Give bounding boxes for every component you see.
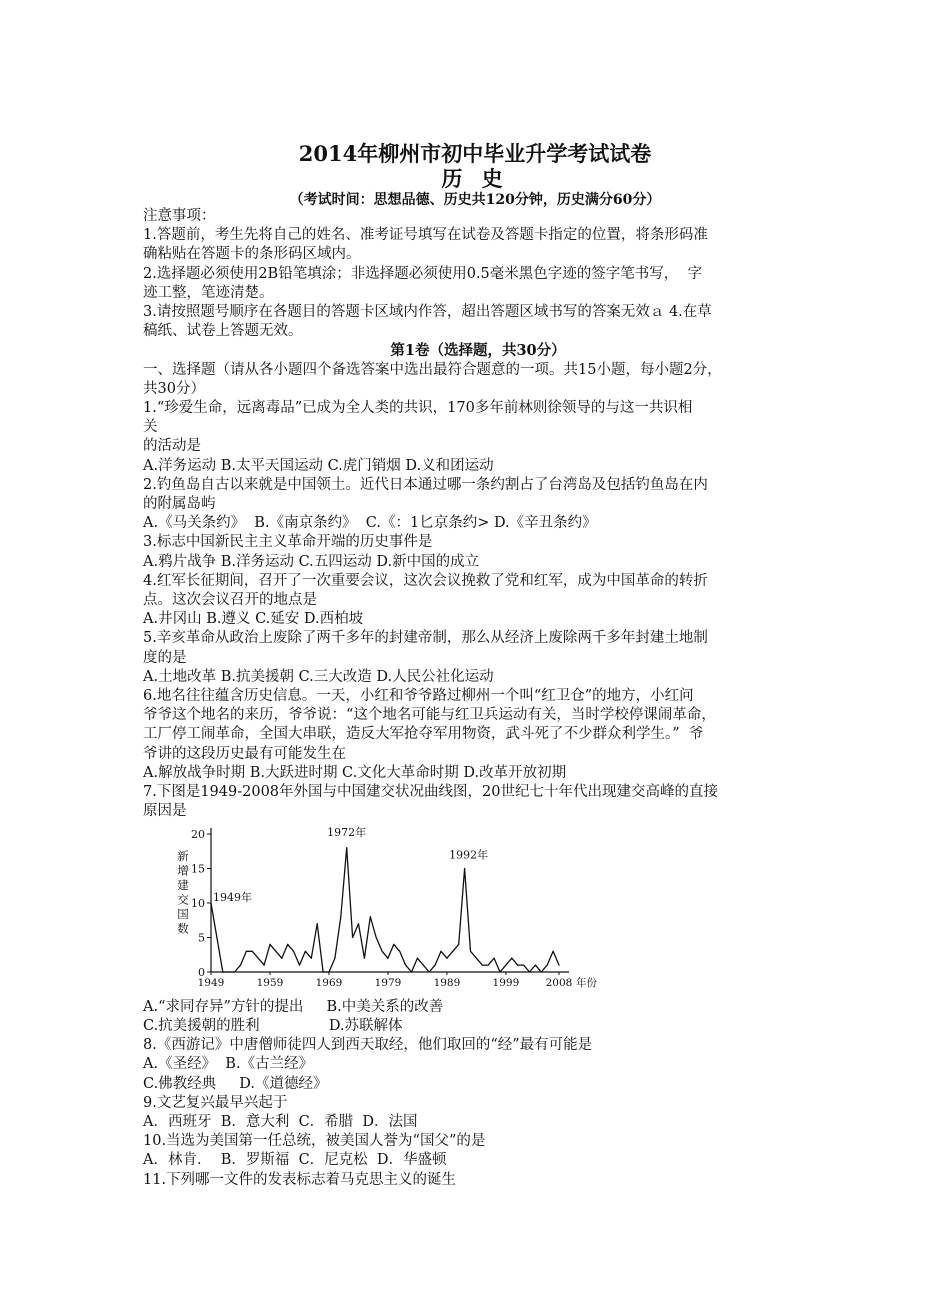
data-point [511,957,512,958]
questions-part-a [143,399,813,821]
data-point [381,950,382,951]
question-line: 工厂停工闹革命，全国大串联，造反大军抢夺军用物资，武斗死了不少群众利学生。” 爷 [143,726,704,743]
data-point [494,957,495,958]
notice-line: 1.答题前，考生先将自己的姓名、准考证号填写在试卷及答题卡指定的位置，将条形码准 [143,227,708,244]
data-point [547,964,548,965]
data-point [499,971,500,972]
question-line: 2.钓鱼岛自古以来就是中国领土。近代日本通过哪一条约割占了台湾岛及包括钓鱼岛在内 [143,476,708,493]
question-line: A.解放战争时期 B.大跃进时期 C.文化大革命时期 D.改革开放初期 [143,764,567,781]
data-point [346,847,347,848]
question-line: A.《马关条约》 B.《南京条约》 C.《：1匕京条约> D.《辛丑条约》 [143,515,597,532]
data-point [488,964,489,965]
question-line: 11.下列哪一文件的发表标志着马克思主义的诞生 [143,1171,457,1188]
data-point [523,964,524,965]
data-point [340,916,341,917]
question-line: 爷讲的这段历史最有可能发生在 [143,745,346,762]
chart-annotation: 1949年 [213,890,252,904]
question-line: 的活动是 [143,438,201,455]
exam-title: 2014年柳州市初中毕业升学考试试卷 [298,141,652,166]
data-point [234,971,235,972]
x-tick-label: 1999 [492,976,520,989]
y-tick-label: 0 [198,965,205,979]
y-tick-label: 5 [198,931,205,944]
data-point [417,957,418,958]
data-point [505,964,506,965]
data-point [240,964,241,965]
data-point [299,964,300,965]
data-point [482,964,483,965]
question-line: A.洋务运动 B.太平天国运动 C.虎门销烟 D.义和团运动 [143,457,494,474]
data-point [553,950,554,951]
x-tick-label: 1949 [197,976,225,989]
data-point [281,957,282,958]
data-point [258,957,259,958]
chart-annotation: 1992年 [449,848,489,861]
section-title: 第1卷（选择题，共30分） [390,342,566,360]
question-line: A.《圣经》 B.《古兰经》 [143,1056,314,1073]
data-point [535,964,536,965]
notice-line: 稿纸、试卷上答题无效。 [143,323,303,340]
data-point [287,943,288,944]
data-point [311,957,312,958]
data-point [464,867,465,868]
question-line: 原因是 [143,803,187,820]
data-point [476,957,477,958]
data-point [440,950,441,951]
data-point [387,957,388,958]
x-tick-label: 1959 [256,976,284,989]
data-point [446,957,447,958]
data-point [458,943,459,944]
subject-title: 历 史 [441,166,509,191]
question-line: 1.“珍爱生命，远离毒品”已成为全人类的共识，170多年前林则徐领导的与这一共识相 [143,400,693,417]
data-point [293,950,294,951]
question-line: A.土地改革 B.抗美援朝 C.三大改造 D.人民公社化运动 [143,668,494,685]
x-tick-label: 1979 [374,976,402,989]
data-point [322,971,323,972]
data-point [423,964,424,965]
section-intro: 一、选择题（请从各小题四个备选答案中选出最符合题意的一项。共15小题，每小题2分， [143,361,722,378]
data-point [452,950,453,951]
data-point [364,957,365,958]
question-line: A.鸦片战争 B.洋务运动 C.五四运动 D.新中国的成立 [143,553,480,570]
question-line: 10.当选为美国第一任总统，被美国人誉为“国父”的是 [143,1133,486,1150]
data-point [210,902,211,903]
question-line: A．林肯． B．罗斯福 C．尼克松 D．华盛顿 [143,1152,447,1169]
data-point [305,950,306,951]
question-line: 8.《西游记》中唐僧师徒四人到西天取经，他们取回的“经”最有可能是 [143,1037,593,1054]
data-point [263,964,264,965]
notice-line: 3.请按照题号顺序在各题目的答题卡区域内作答，超出答题区域书写的答案无效ａ 4.在草 [143,304,712,321]
questions-part-b [143,998,813,1190]
data-point [429,971,430,972]
y-tick-label: 10 [191,896,205,910]
data-point [529,971,530,972]
question-line: 度的是 [143,649,187,666]
data-point [370,916,371,917]
data-point [275,950,276,951]
question-line: 9.文艺复兴最早兴起于 [143,1094,288,1111]
data-point [246,950,247,951]
data-point [216,936,217,937]
data-point [269,943,270,944]
data-point [405,964,406,965]
y-axis-label: 新增建交国数 [176,849,190,937]
question-line: A.井冈山 B.遵义 C.延安 D.西柏坡 [143,611,364,628]
data-point [376,936,377,937]
data-point [222,971,223,972]
question-line: 的附属岛屿 [143,496,216,513]
notice-line: 确粘贴在答题卡的条形码区域内。 [143,246,361,263]
chart-annotation: 1972年 [327,825,367,839]
question-line: 5.辛亥革命从政治上废除了两千多年的封建帝制，那么从经济上废除两千多年封建土地制 [143,630,708,647]
question-line: 3.标志中国新民主主义革命开端的历史事件是 [143,534,433,551]
x-unit-label: 年份 [576,976,597,989]
notice-line: 迹工整，笔迹清楚。 [143,284,274,301]
data-point [558,964,559,965]
section-intro: 共30分） [143,380,205,397]
notice-line: 2.选择题必须使用2B铅笔填涂；非选择题必须使用0.5毫米黑色字迹的签字笔书写， 字 [143,265,702,282]
y-tick-label: 20 [191,827,205,841]
question-line: 7.下图是1949-2008年外国与中国建交状况曲线图，20世纪七十年代出现建交高峰的直接 [143,784,718,801]
diplomatic-relations-chart [167,824,607,992]
data-series-line [211,847,559,971]
question-line: 关 [143,419,158,436]
data-point [399,950,400,951]
question-line: 点。这次会议召开的地点是 [143,592,317,609]
exam-info: （考试时间：思想品德、历史共120分钟，历史满分60分） [289,192,661,208]
question-line: C.佛教经典 D.《道德经》 [143,1075,328,1092]
x-tick-label: 2008 [545,976,573,989]
exam-body [143,207,813,1190]
question-line: A.“求同存异”方针的提出 B.中美关系的改善 [143,998,444,1015]
data-point [541,971,542,972]
data-point [352,936,353,937]
y-tick-label: 15 [191,862,205,875]
data-point [358,923,359,924]
data-point [393,943,394,944]
data-point [517,964,518,965]
x-tick-label: 1989 [433,976,461,989]
question-line: 4.红军长征期间，召开了一次重要会议，这次会议挽救了党和红军，成为中国革命的转折 [143,572,708,589]
data-point [411,971,412,972]
data-point [252,950,253,951]
question-line: 6.地名往往蕴含历史信息。一天，小红和爷爷路过柳州一个叫“红卫仓”的地方，小红问 [143,688,694,705]
data-point [470,950,471,951]
data-point [435,964,436,965]
notice-heading: 注意事项： [143,208,216,224]
data-point [228,971,229,972]
data-point [317,923,318,924]
x-tick-label: 1969 [315,976,343,989]
question-line: 爷爷这个地名的来历，爷爷说：“这个地名可能与红卫兵运动有关，当时学校停课闹革命， [143,707,716,724]
data-point [334,957,335,958]
question-line: A．西班牙 B．意大利 C．希腊 D．法国 [143,1113,418,1130]
question-line: C.抗美援朝的胜利 D.苏联解体 [143,1017,403,1034]
data-point [328,971,329,972]
